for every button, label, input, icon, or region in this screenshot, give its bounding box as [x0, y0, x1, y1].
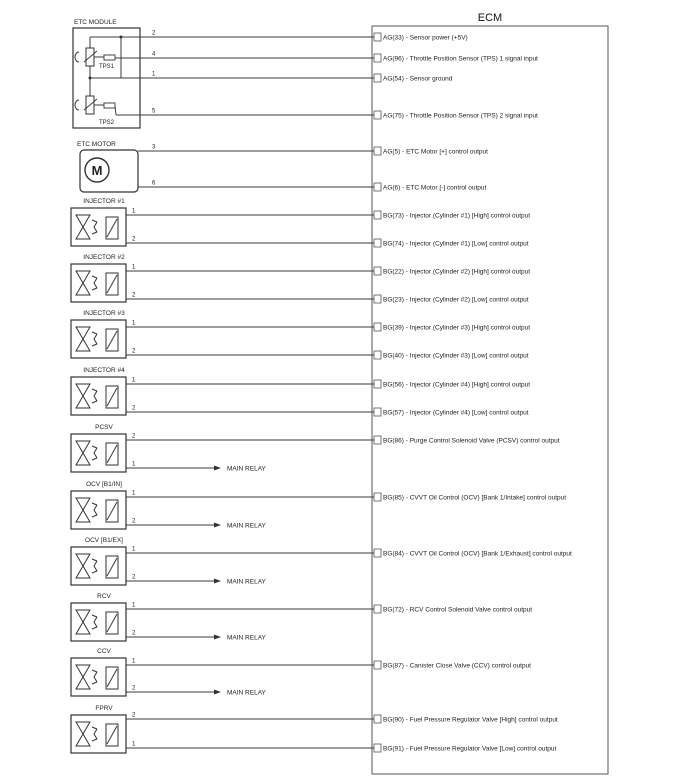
ocv-b1-ex-wire-1-terminal-text: BG(84) - CVVT Oil Control (OCV) [Bank 1/Exhaust] control output — [383, 550, 572, 558]
etc-module-label: ETC MODULE — [74, 19, 117, 26]
w-tps-power-terminal-box — [374, 33, 381, 41]
injector-2-wire-1-terminal-text: BG(22) - Injector (Cylinder #2) [High] control output — [383, 268, 531, 276]
w-tps-power-pin-number: 2 — [152, 30, 156, 37]
injector-3-wire-1-terminal-box — [374, 323, 381, 331]
fprv-label: FPRV — [95, 705, 113, 712]
w-tps1-signal-pin-number: 4 — [152, 51, 156, 58]
injector-1-wire-2-terminal-box — [374, 239, 381, 247]
ocv-b1-ex-wire-2-arrow-icon — [214, 579, 221, 584]
rcv-wire-2-pin-number: 2 — [132, 630, 136, 637]
w-motor-minus-pin-number: 6 — [152, 180, 156, 187]
w-motor-plus-pin-number: 3 — [152, 144, 156, 151]
tps2-rotation-arrow — [75, 100, 79, 110]
injector-3-wire-2-terminal-box — [374, 351, 381, 359]
ocv-b1-ex-wire-1-pin-number: 1 — [132, 546, 136, 553]
injector-3-wire-2-pin-number: 2 — [132, 348, 136, 355]
fprv-wire-1-terminal-box — [374, 715, 381, 723]
rcv-wire-2-arrow-icon — [214, 635, 221, 640]
w-tps1-signal-terminal-box — [374, 54, 381, 62]
w-tps-power-terminal-text: AG(33) - Sensor power (+5V) — [383, 34, 468, 42]
pcsv-wire-1-terminal-text: BG(86) - Purge Control Solenoid Valve (PCSV) control output — [383, 437, 560, 445]
ocv-b1-in-wire-1-terminal-box — [374, 493, 381, 501]
injector-1-wire-1-terminal-box — [374, 211, 381, 219]
ccv-wire-2-pin-number: 2 — [132, 685, 136, 692]
injector-1-wire-2-pin-number: 2 — [132, 236, 136, 243]
w-sensor-ground-terminal-box — [374, 74, 381, 82]
injector-2-wire-2-terminal-text: BG(23) - Injector (Cylinder #2) [Low] control output — [383, 296, 529, 304]
injector-2-wire-2-pin-number: 2 — [132, 292, 136, 299]
pcsv-wire-1-pin-number: 2 — [132, 433, 136, 440]
injector-4-wire-2-terminal-text: BG(57) - Injector (Cylinder #4) [Low] control output — [383, 409, 529, 417]
ccv-label: CCV — [97, 648, 111, 655]
tps2-label: TPS2 — [99, 120, 115, 126]
fprv-wire-1-pin-number: 2 — [132, 712, 136, 719]
injector-3-label: INJECTOR #3 — [83, 310, 125, 317]
w-tps2-signal-pin-number: 5 — [152, 108, 156, 115]
injector-2-wire-1-pin-number: 1 — [132, 264, 136, 271]
fprv-wire-2-pin-number: 1 — [132, 741, 136, 748]
injector-4-wire-2-terminal-box — [374, 408, 381, 416]
injector-4-label: INJECTOR #4 — [83, 367, 125, 374]
tps1-label: TPS1 — [99, 64, 115, 70]
tps1-rotation-arrow — [75, 52, 79, 62]
w-tps2-signal-terminal-box — [374, 111, 381, 119]
w-motor-plus-terminal-box — [374, 147, 381, 155]
injector-2-wire-1-terminal-box — [374, 267, 381, 275]
pcsv-wire-2-relay-label: MAIN RELAY — [227, 465, 266, 473]
injector-4-wire-1-pin-number: 1 — [132, 377, 136, 384]
w-sensor-ground-terminal-text: AG(54) - Sensor ground — [383, 75, 453, 83]
etc-motor-label: ETC MOTOR — [77, 141, 116, 148]
components — [71, 198, 126, 753]
injector-4-wire-2-pin-number: 2 — [132, 405, 136, 412]
rcv-wire-2-relay-label: MAIN RELAY — [227, 634, 266, 642]
w-tps1-signal-terminal-text: AG(96) - Throttle Position Sensor (TPS) 1 signal input — [383, 55, 538, 63]
ocv-b1-in-wire-1-pin-number: 1 — [132, 490, 136, 497]
rcv-wire-1-terminal-box — [374, 605, 381, 613]
injector-3-wire-1-terminal-text: BG(39) - Injector (Cylinder #3) [High] control output — [383, 324, 531, 332]
injector-1-label: INJECTOR #1 — [83, 198, 125, 205]
pcsv-wire-2-pin-number: 1 — [132, 461, 136, 468]
injector-3-wire-1-pin-number: 1 — [132, 320, 136, 327]
fprv-wire-2-terminal-text: BG(91) - Fuel Pressure Regulator Valve [Low] control output — [383, 745, 557, 753]
pcsv-wire-2-arrow-icon — [214, 466, 221, 471]
tps2-out — [115, 106, 116, 115]
injector-1-wire-1-terminal-text: BG(73) - Injector (Cylinder #1) [High] control output — [383, 212, 531, 220]
fprv-wire-2-terminal-box — [374, 744, 381, 752]
ocv-b1-ex-wire-2-relay-label: MAIN RELAY — [227, 578, 266, 586]
pcsv-label: PCSV — [95, 424, 113, 431]
ocv-b1-ex-wire-2-pin-number: 2 — [132, 574, 136, 581]
ocv-b1-in-wire-2-arrow-icon — [214, 523, 221, 528]
ocv-b1-in-wire-1-terminal-text: BG(85) - CVVT Oil Control (OCV) [Bank 1/Intake] control output — [383, 494, 567, 502]
rcv-wire-1-terminal-text: BG(72) - RCV Control Solenoid Valve control output — [383, 606, 533, 614]
pcsv-wire-1-terminal-box — [374, 436, 381, 444]
injector-2-wire-2-terminal-box — [374, 295, 381, 303]
injector-1-wire-2-terminal-text: BG(74) - Injector (Cylinder #1) [Low] control output — [383, 240, 529, 248]
ccv-wire-1-terminal-text: BG(87) - Canister Close Valve (CCV) control output — [383, 662, 531, 670]
w-sensor-ground-pin-number: 1 — [152, 71, 156, 78]
ccv-wire-1-terminal-box — [374, 661, 381, 669]
w-tps2-signal-terminal-text: AG(75) - Throttle Position Sensor (TPS) 2 signal input — [383, 112, 538, 120]
w-motor-minus-terminal-box — [374, 183, 381, 191]
injector-2-label: INJECTOR #2 — [83, 254, 125, 261]
w-motor-plus-terminal-text: AG(5) - ETC Motor [+] control output — [383, 148, 488, 156]
ocv-b1-ex-label: OCV [B1/EX] — [85, 537, 123, 544]
etc-module-internals — [75, 36, 123, 116]
rcv-label: RCV — [97, 593, 111, 600]
injector-4-wire-1-terminal-text: BG(56) - Injector (Cylinder #4) [High] control output — [383, 381, 531, 389]
injector-4-wire-1-terminal-box — [374, 380, 381, 388]
motor-symbol: M — [91, 163, 103, 178]
ccv-wire-1-pin-number: 1 — [132, 658, 136, 665]
ocv-b1-in-label: OCV [B1/IN] — [86, 481, 122, 488]
injector-3-wire-2-terminal-text: BG(40) - Injector (Cylinder #3) [Low] control output — [383, 352, 529, 360]
ccv-wire-2-arrow-icon — [214, 690, 221, 695]
ocv-b1-ex-wire-1-terminal-box — [374, 549, 381, 557]
w-motor-minus-terminal-text: AG(6) - ETC Motor [-] control output — [383, 184, 487, 192]
ocv-b1-in-wire-2-relay-label: MAIN RELAY — [227, 522, 266, 530]
ccv-wire-2-relay-label: MAIN RELAY — [227, 689, 266, 697]
fprv-wire-1-terminal-text: BG(90) - Fuel Pressure Regulator Valve [High] control output — [383, 716, 558, 724]
injector-1-wire-1-pin-number: 1 — [132, 208, 136, 215]
ecm-title: ECM — [477, 12, 503, 24]
junction-dot — [89, 77, 92, 80]
ocv-b1-in-wire-2-pin-number: 2 — [132, 518, 136, 525]
tps2-connector — [104, 103, 115, 108]
rcv-wire-1-pin-number: 1 — [132, 602, 136, 609]
tps1-connector — [104, 55, 115, 60]
